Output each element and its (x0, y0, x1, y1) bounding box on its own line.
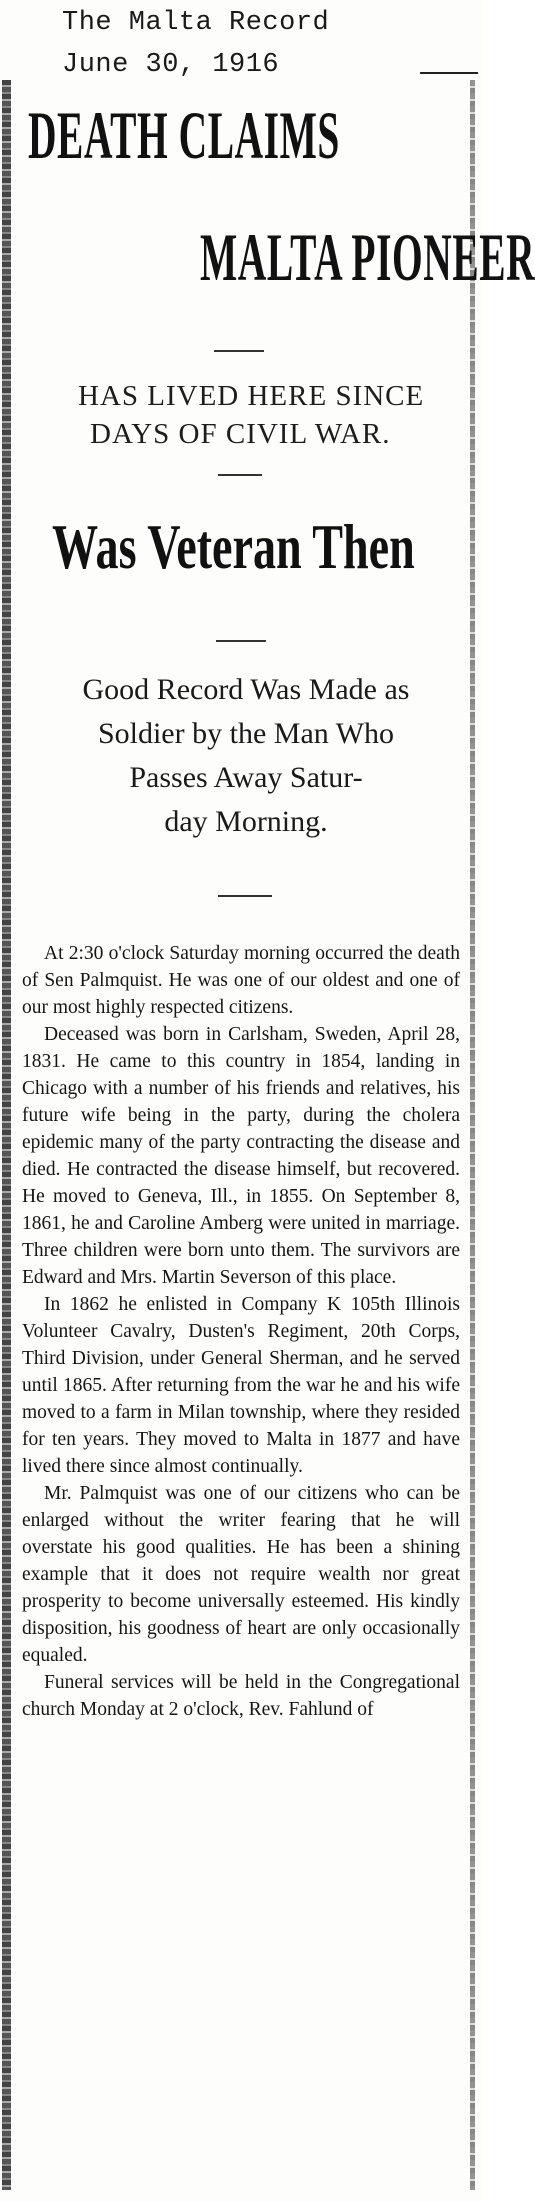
article-paragraph: In 1862 he enlisted in Company K 105th Illinois Volunteer Cavalry, Dusten's Regiment, 20th Corps, Third Division, under General Sherman, and he served until 1865. After returning from the war he and his wife moved to a farm in Milan township, where they resided for ten years. They moved to Malta in 1877 and have lived there since almost continually. (22, 1294, 460, 1477)
article-body (22, 940, 460, 1723)
deck-secondary-line: Passes Away Satur- (129, 761, 363, 794)
subhead-line-2: DAYS OF CIVIL WAR. (90, 418, 391, 450)
newspaper-name: The Malta Record (62, 8, 330, 38)
deck-secondary-line: Soldier by the Man Who (97, 717, 395, 750)
divider-rule (214, 350, 264, 352)
divider-rule (216, 640, 266, 642)
deck-secondary-line: Good Record Was Made as (82, 673, 410, 706)
publication-date: June 30, 1916 (62, 50, 280, 80)
divider-rule (218, 895, 272, 897)
headline-line-1: DEATH CLAIMS (28, 97, 340, 173)
deck-secondary-line: day Morning. (164, 805, 328, 838)
article-paragraph: At 2:30 o'clock Saturday morning occurred the death of Sen Palmquist. He was one of our oldest and one of our most highly respected citizens. (22, 943, 460, 1018)
deck-primary: Was Veteran Then (52, 511, 415, 582)
column-border-right (470, 80, 475, 2190)
article-paragraph: Funeral services will be held in the Congregational church Monday at 2 o'clock, Rev. Fahlund of (22, 1672, 460, 1720)
headline-line-2: MALTA PIONEER (200, 219, 535, 295)
deck-secondary (26, 668, 466, 844)
subhead-line-1: HAS LIVED HERE SINCE (78, 380, 425, 412)
column-border-left (2, 80, 11, 2190)
article-paragraph: Mr. Palmquist was one of our citizens who can be enlarged without the writer fearing that he will overstate his good qualities. He has been a shining example that it does not require wealth nor great prosperity to become universally esteemed. His kindly disposition, his goodness of heart are only occasionally equaled. (22, 1483, 460, 1666)
article-paragraph: Deceased was born in Carlsham, Sweden, April 28, 1831. He came to this country in 1854, landing in Chicago with a number of his friends and relatives, his future wife being in the party, during the cholera epidemic many of the party contracting the disease and died. He contracted the disease himself, but recovered. He moved to Geneva, Ill., in 1855. On September 8, 1861, he and Caroline Amberg were united in marriage. Three children were born unto them. The survivors are Edward and Mrs. Martin Severson of this place. (22, 1024, 460, 1288)
column-rule-top (420, 72, 478, 74)
divider-rule (218, 474, 262, 476)
